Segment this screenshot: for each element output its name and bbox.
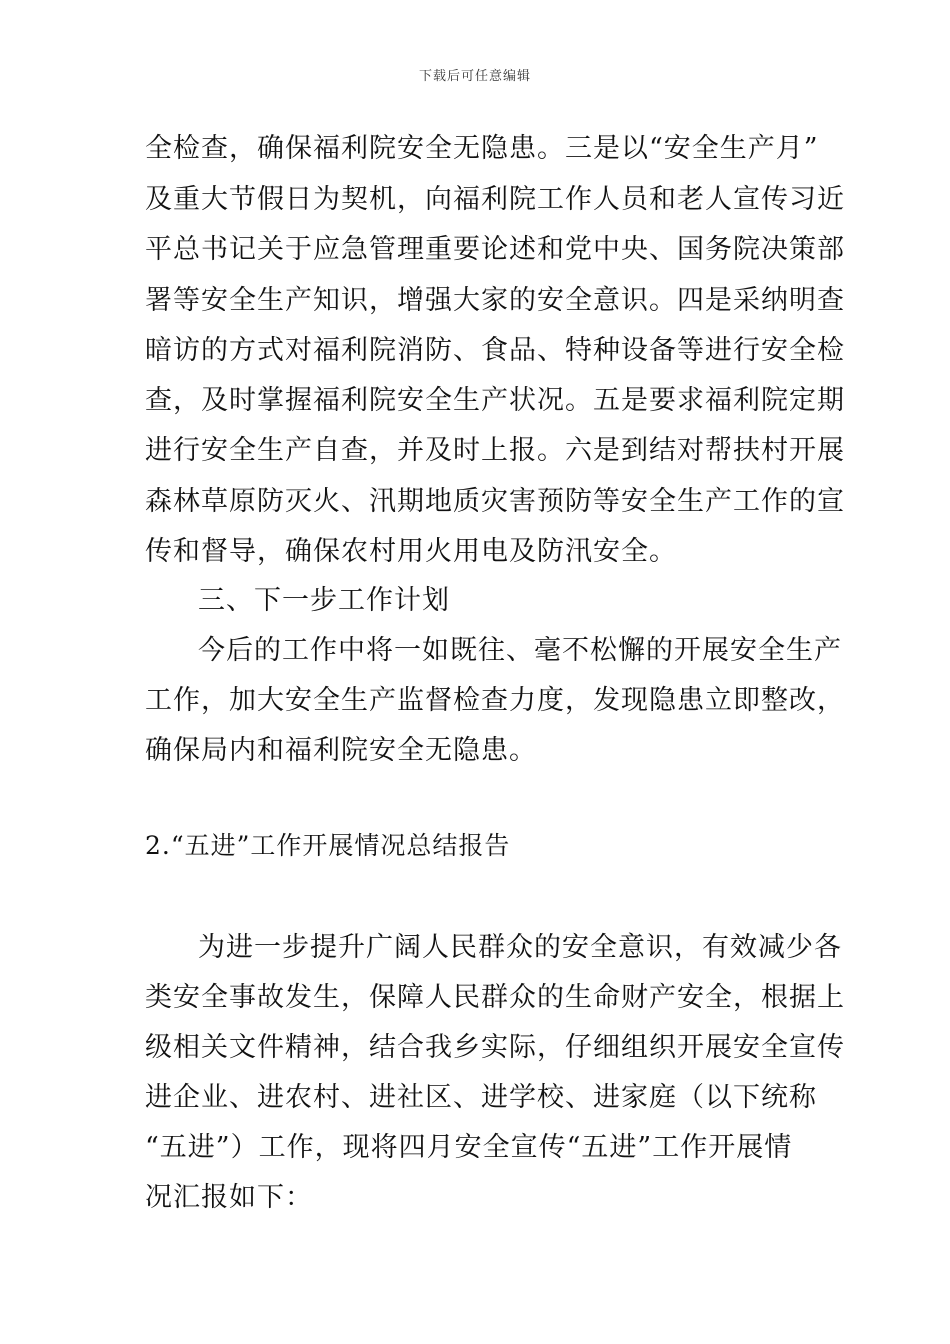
paragraph-line: 确保局内和福利院安全无隐患。 bbox=[145, 735, 537, 766]
paragraph-line: 全检查，确保福利院安全无隐患。三是以“安全生产月” bbox=[145, 133, 819, 164]
paragraph-line: 况汇报如下： bbox=[145, 1182, 313, 1213]
report-title: 2.“五进”工作开展情况总结报告 bbox=[145, 831, 511, 860]
paragraph-line: 为进一步提升广阔人民群众的安全意识，有效减少各 bbox=[198, 932, 842, 963]
paragraph-line: 传和督导，确保农村用火用电及防汛安全。 bbox=[145, 536, 677, 567]
paragraph-line: 类安全事故发生，保障人民群众的生命财产安全，根据上 bbox=[145, 982, 845, 1013]
paragraph-line: 进企业、进农村、进社区、进学校、进家庭（以下统称 bbox=[145, 1082, 817, 1113]
paragraph-line: 平总书记关于应急管理重要论述和党中央、国务院决策部 bbox=[145, 234, 845, 265]
paragraph-line: 森林草原防灭火、汛期地质灾害预防等安全生产工作的宣 bbox=[145, 486, 845, 517]
page-header: 下载后可任意编辑 bbox=[418, 69, 531, 84]
paragraph-line: “五进”）工作，现将四月安全宣传“五进”工作开展情 bbox=[145, 1132, 793, 1163]
section-heading: 三、下一步工作计划 bbox=[198, 585, 450, 616]
paragraph-line: 级相关文件精神，结合我乡实际，仔细组织开展安全宣传 bbox=[145, 1032, 845, 1063]
paragraph-line: 署等安全生产知识，增强大家的安全意识。四是采纳明查 bbox=[145, 285, 845, 316]
paragraph-line: 进行安全生产自查，并及时上报。六是到结对帮扶村开展 bbox=[145, 435, 845, 466]
paragraph-line: 暗访的方式对福利院消防、食品、特种设备等进行安全检 bbox=[145, 335, 845, 366]
paragraph-line: 工作，加大安全生产监督检查力度，发现隐患立即整改， bbox=[145, 685, 845, 716]
paragraph-line: 及重大节假日为契机，向福利院工作人员和老人宣传习近 bbox=[145, 184, 845, 215]
paragraph-line: 查，及时掌握福利院安全生产状况。五是要求福利院定期 bbox=[145, 385, 845, 416]
paragraph-line: 今后的工作中将一如既往、毫不松懈的开展安全生产 bbox=[198, 635, 842, 666]
